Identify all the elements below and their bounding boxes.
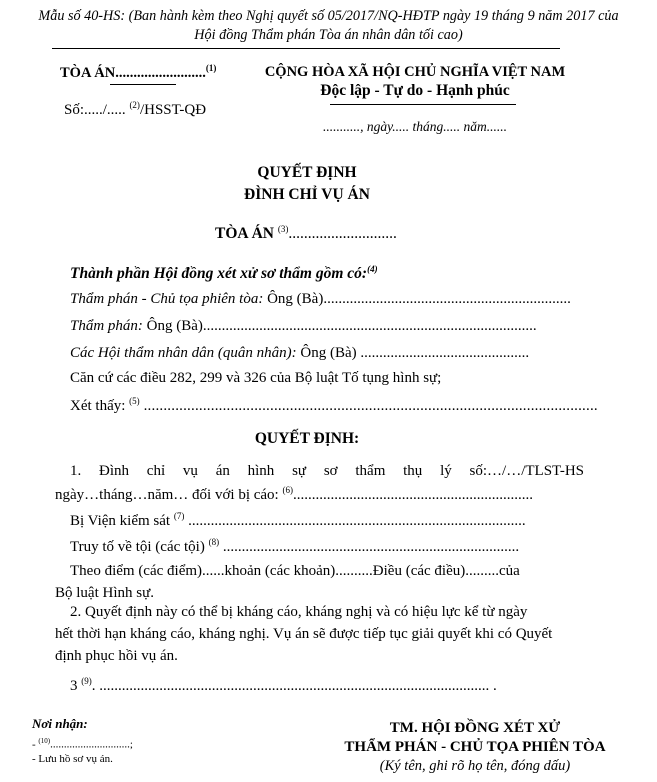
decision-number: Số:...../..... $^{(2)}$/HSST-QĐ xyxy=(64,100,207,118)
articles-line-1: Theo điểm (các điểm)......khoản (các khoản)..........Điều (các điều).........của xyxy=(70,563,520,579)
signature-title: THẨM PHÁN - CHỦ TỌA PHIÊN TÒA xyxy=(344,739,606,755)
item-1-line-2: ngày…tháng…năm… đối với bị cáo: $^{(6)}$................................................................ xyxy=(55,485,533,503)
court-line: TÒA ÁN $^{(3)}$............................ xyxy=(215,224,397,243)
decision-heading: QUYẾT ĐỊNH: xyxy=(254,430,360,447)
presiding-judge-line: Thẩm phán - Chủ tọa phiên tòa: Ông (Bà).................................................................. xyxy=(70,291,571,307)
court-name: TÒA ÁN.........................$^{(1)}$ xyxy=(60,63,217,81)
panel-heading: Thành phần Hội đồng xét xử sơ thẩm gồm có:$^{(4)}$ xyxy=(70,264,378,283)
procuracy-line: Bị Viện kiểm sát $^{(7)}$ .......................................................................................... xyxy=(70,511,526,529)
jurors-line: Các Hội thẩm nhân dân (quân nhân): Ông (Bà) ............................................. xyxy=(70,345,530,361)
form-note-line-2: Hội đồng Thẩm phán Tòa án nhân dân tối cao) xyxy=(194,27,463,43)
signature-org: TM. HỘI ĐỒNG XÉT XỬ xyxy=(389,720,561,736)
document-title: QUYẾT ĐỊNH xyxy=(257,164,357,181)
document-subtitle: ĐÌNH CHỈ VỤ ÁN xyxy=(244,186,370,203)
charged-offense-line: Truy tố về tội (các tội) $^{(8)}$ ............................................................................... xyxy=(70,537,520,555)
motto-underline xyxy=(330,104,516,105)
republic-title: CỘNG HÒA XÃ HỘI CHỦ NGHĨA VIỆT NAM xyxy=(264,64,566,80)
item-2-line-3: định phục hồi vụ án. xyxy=(55,648,178,664)
recipients-heading: Nơi nhận: xyxy=(32,716,88,731)
item-2-line-2: hết thời hạn kháng cáo, kháng nghị. Vụ án sẽ được tiếp tục giải quyết khi có Quyết xyxy=(55,626,553,642)
judge-line: Thẩm phán: Ông (Bà)......................................................................................... xyxy=(70,318,537,334)
court-underline xyxy=(110,84,176,85)
articles-line-2: Bộ luật Hình sự. xyxy=(55,585,154,601)
signature-instruction: (Ký tên, ghi rõ họ tên, đóng dấu) xyxy=(379,758,571,774)
form-note-line-1: Mẫu số 40-HS: (Ban hành kèm theo Nghị quyết số 05/2017/NQ-HĐTP ngày 19 tháng 9 năm 2017 của xyxy=(38,8,619,24)
header-divider xyxy=(52,48,560,49)
national-motto: Độc lập - Tự do - Hạnh phúc xyxy=(320,82,510,99)
item-2-line-1: 2. Quyết định này có thể bị kháng cáo, kháng nghị và có hiệu lực kể từ ngày xyxy=(70,604,528,620)
place-date-line: ..........., ngày..... tháng..... năm...... xyxy=(322,119,508,134)
legal-basis-line: Căn cứ các điều 282, 299 và 326 của Bộ luật Tố tụng hình sự; xyxy=(70,370,442,386)
recipient-line-1: - $^{(10)}$.............................; xyxy=(32,737,133,751)
considering-line: Xét thấy: $^{(5)}$ ................................................................................................................... xyxy=(70,396,598,414)
recipient-line-2: - Lưu hồ sơ vụ án. xyxy=(32,753,113,765)
item-3-line: 3 $^{(9)}$. ........................................................................................................ . xyxy=(70,676,497,694)
item-1-line-1: 1. Đình chỉ vụ án hình sự sơ thẩm thụ lý số:…/…/TLST-HS xyxy=(70,463,584,479)
